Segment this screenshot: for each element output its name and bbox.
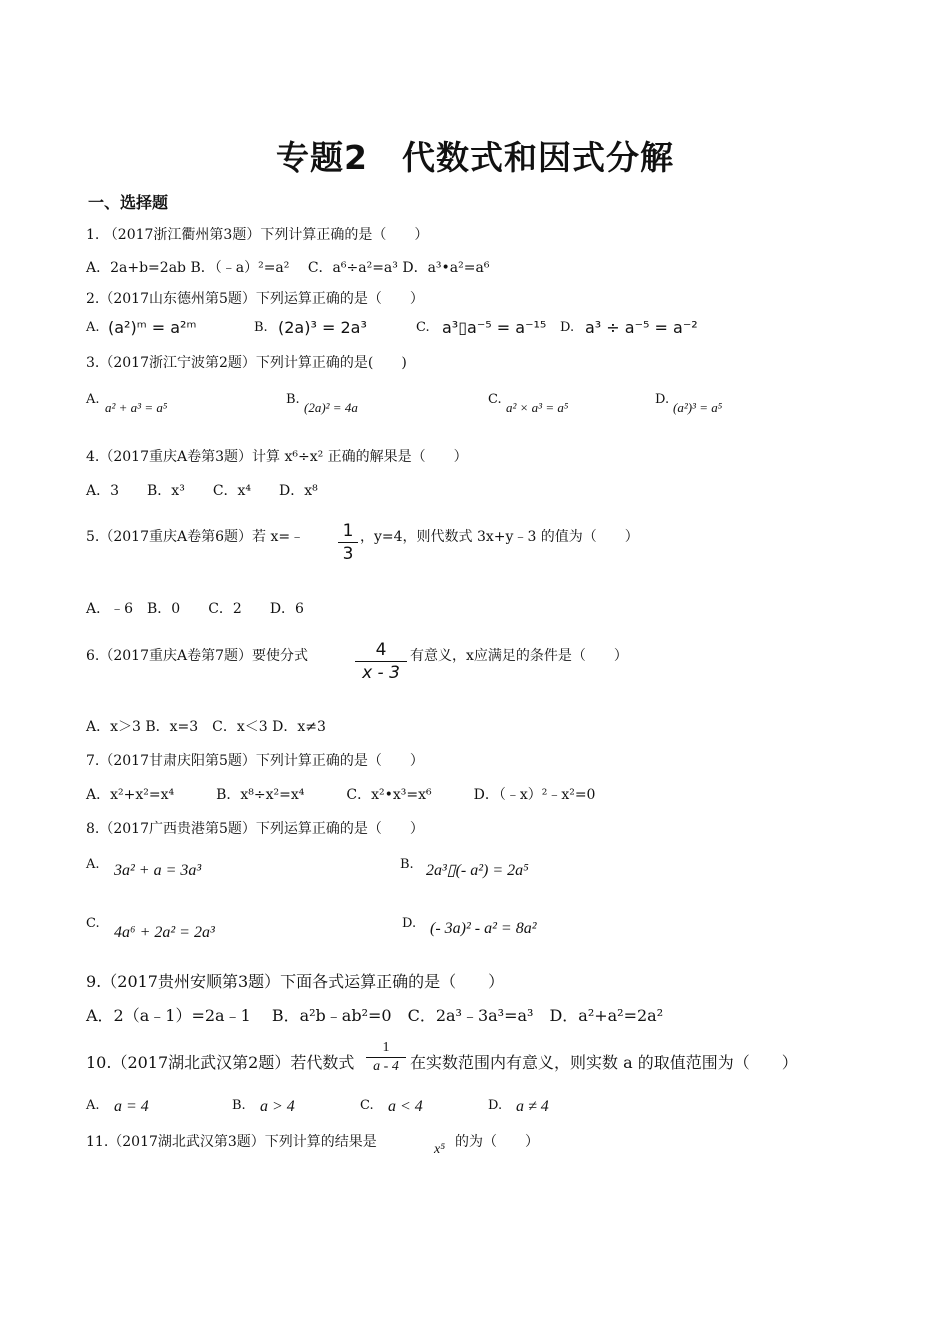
question-8-option-d-label: D. [402, 916, 417, 931]
question-1-options: A．2a+b=2ab B．（﹣a）²=a² C．a⁶÷a²=a³ D．a³•a²=a⁶ [86, 260, 490, 276]
question-10-option-d-label: D. [488, 1098, 503, 1113]
question-6-fraction-numerator: 4 [375, 640, 387, 660]
question-9-options: A．2（a﹣1）=2a﹣1 B．a²b﹣ab²=0 C．2a³﹣3a³=a³ D．a²+a²=2a² [86, 1006, 664, 1025]
question-10-fraction [366, 1040, 406, 1075]
question-8-option-b-label: B. [400, 857, 414, 872]
question-3-option-c: a² × a³ = a⁵ [506, 400, 569, 415]
question-9-stem: 9.（2017贵州安顺第3题）下面各式运算正确的是（ ） [86, 972, 505, 991]
question-11-stem: 11.（2017湖北武汉第3题）下列计算的结果是 [86, 1134, 377, 1150]
question-2-option-a: (a²)ᵐ = a²ᵐ [108, 318, 197, 337]
page-title: 专题2 代数式和因式分解 [276, 138, 674, 177]
question-10-fraction-denominator: a - 4 [373, 1059, 399, 1074]
question-6-fraction [355, 640, 407, 683]
question-2-option-b: (2a)³ = 2a³ [278, 318, 367, 337]
question-7-options: A．x²+x²=x⁴ B．x⁸÷x²=x⁴ C．x²•x³=x⁶ D．（﹣x）²﹣x²=0 [86, 787, 596, 803]
question-3-stem: 3.（2017浙江宁波第2题）下列计算正确的是( ) [86, 355, 407, 371]
question-10-option-c-label: C. [360, 1098, 374, 1113]
question-10-option-a: a = 4 [114, 1098, 149, 1115]
question-6-stem-continued: 有意义，x应满足的条件是（ ） [410, 648, 628, 664]
question-8-option-a: 3a² + a = 3a³ [114, 862, 202, 879]
question-10-option-b: a > 4 [260, 1098, 295, 1115]
question-4-stem: 4.（2017重庆A卷第3题）计算 x⁶÷x² 正确的解果是（ ） [86, 449, 468, 465]
question-5-stem-continued: ，y=4，则代数式 3x+y﹣3 的值为（ ） [360, 529, 639, 545]
question-3-option-a-label: A. [86, 392, 100, 407]
question-8-option-b: 2a³▯(- a²) = 2a⁵ [426, 862, 529, 879]
question-5-fraction-numerator: 1 [342, 521, 354, 541]
question-2-option-d: a³ ÷ a⁻⁵ = a⁻² [585, 318, 698, 337]
question-10-option-c: a < 4 [388, 1098, 423, 1115]
question-5-options: A．﹣6 B．0 C．2 D．6 [86, 601, 304, 617]
question-10-option-b-label: B. [232, 1098, 246, 1113]
question-3-option-c-label: C. [488, 392, 502, 407]
section-heading: 一、选择题 [88, 193, 169, 212]
fraction-bar [355, 661, 407, 662]
question-6-fraction-denominator: x - 3 [362, 663, 400, 683]
question-10-stem-continued: 在实数范围内有意义，则实数 a 的取值范围为（ ） [410, 1053, 798, 1072]
question-6-options: A．x＞3 B．x=3 C．x＜3 D．x≠3 [86, 719, 326, 735]
question-10-fraction-numerator: 1 [382, 1040, 390, 1055]
question-8-option-a-label: A. [86, 857, 100, 872]
question-7-stem: 7.（2017甘肃庆阳第5题）下列计算正确的是（ ） [86, 753, 424, 769]
question-11-expression: x⁵ [434, 1142, 446, 1157]
question-2-stem: 2.（2017山东德州第5题）下列运算正确的是（ ） [86, 291, 424, 307]
question-4-options: A．3 B．x³ C．x⁴ D．x⁸ [86, 483, 318, 499]
question-5-stem: 5.（2017重庆A卷第6题）若 x=﹣ [86, 529, 305, 545]
question-10-option-d: a ≠ 4 [516, 1098, 549, 1115]
question-2-option-c-label: C. [416, 320, 430, 335]
question-8-option-d: (- 3a)² - a² = 8a² [430, 920, 537, 937]
question-10-stem: 10.（2017湖北武汉第2题）若代数式 [86, 1053, 355, 1072]
question-2-option-b-label: B. [254, 320, 268, 335]
question-5-fraction [338, 521, 358, 564]
question-8-stem: 8.（2017广西贵港第5题）下列运算正确的是（ ） [86, 821, 424, 837]
question-3-option-d: (a²)³ = a⁵ [673, 400, 723, 415]
question-2-option-c: a³▯a⁻⁵ = a⁻¹⁵ [442, 318, 547, 337]
question-3-option-d-label: D. [655, 392, 670, 407]
question-3-option-a: a² + a³ = a⁵ [105, 400, 168, 415]
fraction-bar [366, 1057, 406, 1058]
fraction-bar [338, 542, 358, 543]
question-1-stem: 1. （2017浙江衢州第3题）下列计算正确的是（ ） [86, 227, 429, 243]
question-8-option-c: 4a⁶ + 2a² = 2a³ [114, 924, 215, 941]
question-11-stem-continued: 的为（ ） [455, 1134, 539, 1150]
question-10-option-a-label: A. [86, 1098, 100, 1113]
question-3-option-b: (2a)² = 4a [304, 400, 358, 415]
question-3-option-b-label: B. [286, 392, 300, 407]
question-5-fraction-denominator: 3 [342, 544, 354, 564]
question-6-stem: 6.（2017重庆A卷第7题）要使分式 [86, 648, 309, 664]
question-2-option-a-label: A. [86, 320, 100, 335]
question-8-option-c-label: C. [86, 916, 100, 931]
question-2-option-d-label: D. [560, 320, 575, 335]
